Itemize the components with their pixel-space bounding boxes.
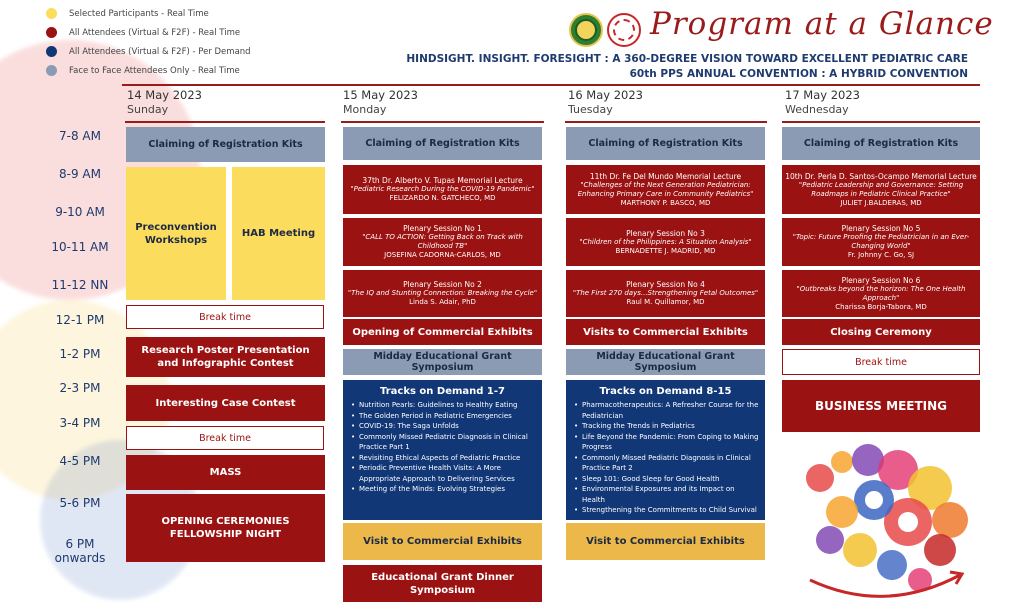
plenary-topic: "CALL TO ACTION: Getting Back on Track with Childhood TB": [362, 233, 523, 250]
tuesday-memorial-lecture: [566, 165, 765, 214]
track-item: • Life Beyond the Pandemic: From Coping to Making Progress: [574, 432, 759, 453]
legend-item: [46, 23, 251, 42]
sunday-research-poster: Research Poster Presentation and Infographic Contest: [126, 337, 325, 377]
legend: [46, 4, 251, 80]
header-divider: [122, 84, 980, 86]
lecture-topic: "Pediatric Leadership and Governance: Setting Roadmaps in Pediatric Clinical Practice": [798, 180, 964, 198]
tracks-title: Tracks on Demand 8-15: [599, 386, 732, 397]
page-title: Program at a Glance: [650, 6, 994, 42]
time-label: 9-10 AM: [55, 205, 105, 219]
track-item: • Nutrition Pearls: Guidelines to Healthy Eating: [351, 400, 536, 411]
time-label: 3-4 PM: [59, 416, 101, 430]
track-item: • Environmental Exposures and its Impact on Health: [574, 484, 759, 505]
monday-opening-exhibits: Opening of Commercial Exhibits: [343, 319, 542, 345]
tuesday-tracks-on-demand: [566, 380, 765, 520]
sunday-opening-ceremonies: OPENING CEREMONIES FELLOWSHIP NIGHT: [126, 494, 325, 562]
tuesday-midday-symposium: Midday Educational Grant Symposium: [566, 349, 765, 375]
tracks-list: [566, 400, 765, 516]
plenary-speaker: Linda S. Adair, PhD: [409, 298, 476, 306]
lecture-title: 10th Dr. Perla D. Santos-Ocampo Memorial Lecture: [785, 171, 977, 181]
day-divider: [565, 121, 767, 123]
track-item: • The Golden Period in Pediatric Emergencies: [351, 411, 536, 422]
plenary-title: Plenary Session No 1: [403, 224, 482, 233]
day-divider: [125, 121, 325, 123]
plenary-title: Plenary Session No 4: [626, 280, 705, 289]
plenary-title: Plenary Session No 2: [403, 280, 482, 289]
tuesday-plenary-3: [566, 218, 765, 266]
tracks-list: [343, 400, 542, 495]
track-item: • COVID-19: The Saga Unfolds: [351, 421, 536, 432]
plenary-topic: "The First 270 days...Strengthening Fetal Outcomes": [572, 289, 759, 297]
time-label: 5-6 PM: [59, 496, 101, 510]
plenary-title: Plenary Session No 3: [626, 228, 705, 238]
day-divider: [341, 121, 544, 123]
legend-item: [46, 4, 251, 23]
lecture-title: 11th Dr. Fe Del Mundo Memorial Lecture: [589, 171, 742, 181]
plenary-topic: "Topic: Future Proofing the Pediatrician in an Ever-Changing World": [792, 233, 970, 250]
time-label: 12-1 PM: [55, 313, 105, 327]
tuesday-visit-exhibits: Visit to Commercial Exhibits: [566, 523, 765, 560]
legend-dot-icon: [46, 65, 57, 76]
day-name: Tuesday: [568, 103, 613, 116]
plenary-topic: "Outbreaks beyond the horizon: The One Health Approach": [796, 284, 966, 302]
tracks-title: Tracks on Demand 1-7: [380, 386, 505, 397]
track-item: • Strengthening the Commitments to Child Survival: [574, 505, 759, 516]
legend-label: Face to Face Attendees Only - Real Time: [69, 65, 240, 76]
plenary-speaker: Charissa Borja-Tabora, MD: [835, 302, 927, 311]
day-header-monday: [343, 88, 418, 116]
lecture-title: 37th Dr. Alberto V. Tupas Memorial Lecture: [362, 176, 523, 185]
sunday-preconvention-workshops: Preconvention Workshops: [126, 167, 226, 300]
sunday-mass: MASS: [126, 455, 325, 490]
monday-visit-exhibits: Visit to Commercial Exhibits: [343, 523, 542, 560]
day-divider: [782, 121, 980, 123]
legend-label: All Attendees (Virtual & F2F) - Per Demand: [69, 46, 251, 57]
pediatric-head-illustration: [790, 440, 980, 605]
monday-memorial-lecture: [343, 165, 542, 214]
logos: [569, 13, 641, 47]
wednesday-break-time: Break time: [782, 349, 980, 375]
lecture-speaker: JULIET J.BALDERAS, MD: [840, 198, 922, 207]
lecture-speaker: FELIZARDO N. GATCHECO, MD: [389, 194, 496, 202]
day-name: Wednesday: [785, 103, 849, 116]
legend-item: [46, 61, 251, 80]
monday-plenary-1: [343, 218, 542, 266]
tagline: HINDSIGHT. INSIGHT. FORESIGHT : A 360-DEGREE VISION TOWARD EXCELLENT PEDIATRIC CARE: [406, 53, 968, 65]
time-label: 8-9 AM: [59, 167, 101, 181]
track-item: • Periodic Preventive Health Visits: A More Appropriate Approach to Delivering Services: [351, 463, 536, 484]
legend-label: All Attendees (Virtual & F2F) - Real Time: [69, 27, 241, 38]
track-item: • Commonly Missed Pediatric Diagnosis in Clinical Practice Part 1: [351, 432, 536, 453]
time-label: 6 PM onwards: [54, 537, 106, 565]
wednesday-registration: Claiming of Registration Kits: [782, 127, 980, 160]
time-label: 7-8 AM: [59, 129, 101, 143]
wednesday-memorial-lecture: [782, 165, 980, 214]
monday-plenary-2: [343, 270, 542, 317]
time-label: 1-2 PM: [59, 347, 101, 361]
tuesday-registration: Claiming of Registration Kits: [566, 127, 765, 160]
wednesday-plenary-6: [782, 270, 980, 317]
track-item: • Pharmacotherapeutics: A Refresher Course for the Pediatrician: [574, 400, 759, 421]
day-date: 14 May 2023: [127, 88, 202, 102]
sunday-break-time: Break time: [126, 426, 324, 450]
plenary-speaker: Fr. Johnny C. Go, SJ: [847, 251, 915, 259]
day-name: Monday: [343, 103, 387, 116]
plenary-speaker: BERNADETTE J. MADRID, MD: [615, 246, 716, 255]
day-header-tuesday: [568, 88, 643, 116]
day-name: Sunday: [127, 103, 169, 116]
track-item: • Meeting of the Minds: Evolving Strategies: [351, 484, 536, 495]
sunday-case-contest: Interesting Case Contest: [126, 385, 325, 421]
sunday-hab-meeting: HAB Meeting: [232, 167, 325, 300]
track-item: • Commonly Missed Pediatric Diagnosis in Clinical Practice Part 2: [574, 453, 759, 474]
sunday-break-time: Break time: [126, 305, 324, 329]
wednesday-business-meeting: BUSINESS MEETING: [782, 380, 980, 432]
monday-tracks-on-demand: [343, 380, 542, 520]
convention-name: 60th PPS ANNUAL CONVENTION : A HYBRID CONVENTION: [629, 68, 968, 80]
lecture-speaker: MARTHONY P. BASCO, MD: [620, 198, 711, 207]
time-label: 2-3 PM: [59, 381, 101, 395]
wednesday-closing-ceremony: Closing Ceremony: [782, 319, 980, 345]
monday-dinner-symposium: Educational Grant Dinner Symposium: [343, 565, 542, 602]
plenary-topic: "The IQ and Stunting Connection: Breaking the Cycle": [347, 289, 538, 297]
day-date: 15 May 2023: [343, 88, 418, 102]
day-header-wednesday: [785, 88, 860, 116]
legend-dot-icon: [46, 8, 57, 19]
day-date: 17 May 2023: [785, 88, 860, 102]
day-date: 16 May 2023: [568, 88, 643, 102]
plenary-title: Plenary Session No 5: [841, 224, 921, 233]
monday-midday-symposium: Midday Educational Grant Symposium: [343, 349, 542, 375]
monday-registration: Claiming of Registration Kits: [343, 127, 542, 160]
pps-seal-logo: [569, 13, 603, 47]
day-header-sunday: [127, 88, 202, 116]
track-item: • Sleep 101: Good Sleep for Good Health: [574, 474, 759, 485]
lecture-topic: "Pediatric Research During the COVID-19 Pandemic": [350, 185, 535, 193]
convention-seal-logo: [607, 13, 641, 47]
plenary-speaker: Raul M. Quillamor, MD: [626, 298, 705, 306]
time-label: 4-5 PM: [59, 454, 101, 468]
time-label: 11-12 NN: [51, 278, 109, 292]
plenary-topic: "Children of the Philippines: A Situation Analysis": [579, 237, 752, 246]
wednesday-plenary-5: [782, 218, 980, 266]
legend-dot-icon: [46, 27, 57, 38]
track-item: • Revisiting Ethical Aspects of Pediatric Practice: [351, 453, 536, 464]
tuesday-visits-exhibits: Visits to Commercial Exhibits: [566, 319, 765, 345]
plenary-speaker: JOSEFINA CADORNA-CARLOS, MD: [384, 251, 501, 259]
lecture-topic: "Challenges of the Next Generation Pediatrician: Enhancing Primary Care in Community Pediatrics": [577, 180, 754, 198]
tuesday-plenary-4: [566, 270, 765, 317]
sunday-registration: Claiming of Registration Kits: [126, 127, 325, 162]
legend-item: [46, 42, 251, 61]
legend-label: Selected Participants - Real Time: [69, 8, 209, 19]
time-label: 10-11 AM: [51, 240, 109, 254]
track-item: • Tracking the Trends in Pediatrics: [574, 421, 759, 432]
plenary-title: Plenary Session No 6: [841, 275, 921, 285]
legend-dot-icon: [46, 46, 57, 57]
